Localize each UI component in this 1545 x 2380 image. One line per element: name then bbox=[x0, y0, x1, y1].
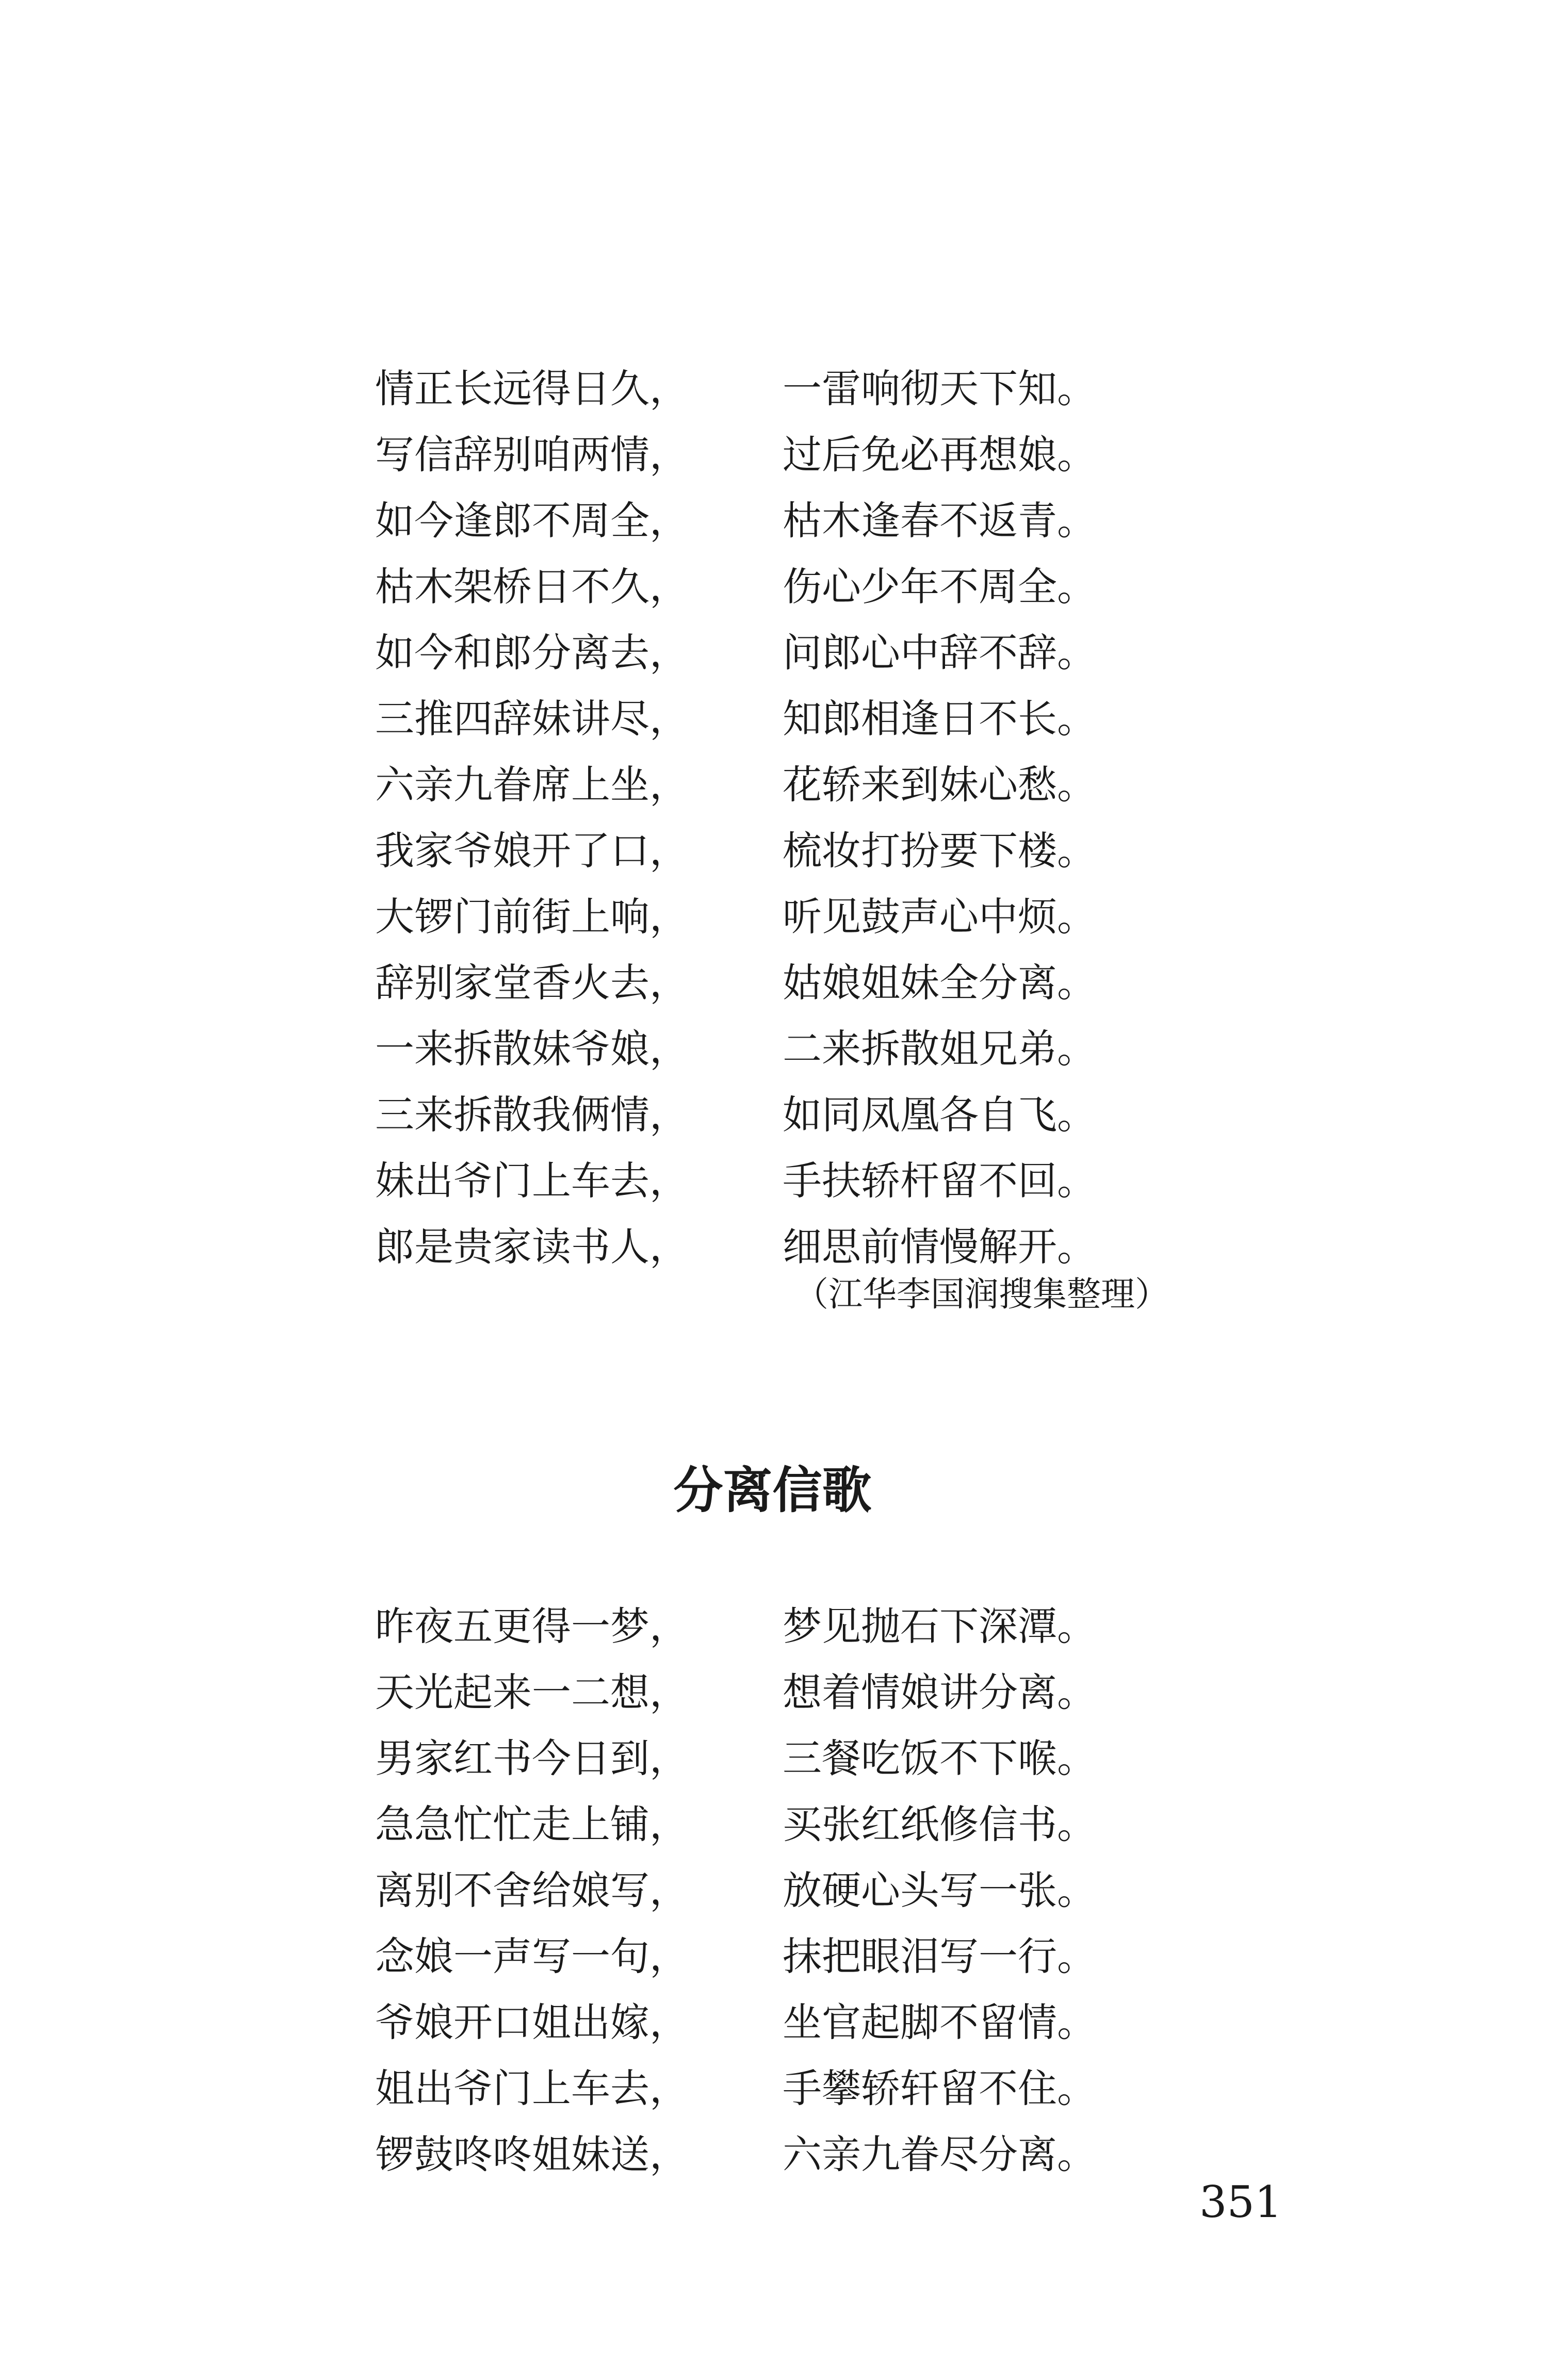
verse-left: 六亲九眷席上坐， bbox=[375, 762, 689, 808]
verse-line bbox=[375, 1924, 1304, 1990]
verse-line bbox=[375, 620, 1304, 686]
verse-left: 爷娘开口姐出嫁， bbox=[375, 1999, 689, 2045]
verse-line bbox=[375, 818, 1304, 884]
verse-line bbox=[375, 488, 1304, 554]
verse-line bbox=[375, 1148, 1304, 1214]
verse-right: 姑娘姐妹全分离。 bbox=[783, 960, 1096, 1006]
verse-left: 三推四辞妹讲尽， bbox=[375, 696, 689, 742]
verse-right: 问郎心中辞不辞。 bbox=[783, 630, 1096, 676]
verse-left: 大锣门前街上响， bbox=[375, 894, 689, 940]
verse-right: 手攀轿轩留不住。 bbox=[783, 2065, 1096, 2111]
verse-right: 梳妆打扮要下楼。 bbox=[783, 828, 1096, 874]
verse-left: 妹出爷门上车去， bbox=[375, 1158, 689, 1204]
verse-right: 细思前情慢解开。 bbox=[783, 1224, 1096, 1270]
verse-right: 梦见抛石下深潭。 bbox=[783, 1603, 1096, 1649]
verse-line bbox=[375, 686, 1304, 752]
verse-left: 一来拆散妹爷娘， bbox=[375, 1026, 689, 1072]
verse-right: 知郎相逢日不长。 bbox=[783, 696, 1096, 742]
verse-right: 六亲九眷尽分离。 bbox=[783, 2131, 1096, 2177]
verse-right: 想着情娘讲分离。 bbox=[783, 1669, 1096, 1715]
page-number: 351 bbox=[1199, 2177, 1282, 2227]
verse-left: 枯木架桥日不久， bbox=[375, 564, 689, 610]
verse-line bbox=[375, 2122, 1304, 2188]
verse-right: 坐官起脚不留情。 bbox=[783, 1999, 1096, 2045]
verse-line bbox=[375, 1660, 1304, 1726]
verse-left: 如今和郎分离去， bbox=[375, 630, 689, 676]
verse-left: 昨夜五更得一梦， bbox=[375, 1603, 689, 1649]
verse-line bbox=[375, 356, 1304, 422]
verse-right: 抹把眼泪写一行。 bbox=[783, 1933, 1096, 1979]
verse-line bbox=[375, 752, 1304, 818]
verse-line bbox=[375, 1726, 1304, 1792]
verse-left: 我家爷娘开了口， bbox=[375, 828, 689, 874]
verse-left: 离别不舍给娘写， bbox=[375, 1867, 689, 1913]
verse-line bbox=[375, 1016, 1304, 1082]
verse-right: 三餐吃饭不下喉。 bbox=[783, 1735, 1096, 1781]
verse-line bbox=[375, 422, 1304, 488]
verse-right: 二来拆散姐兄弟。 bbox=[783, 1026, 1096, 1072]
poem-section-1 bbox=[375, 356, 1304, 1280]
verse-line bbox=[375, 2056, 1304, 2122]
verse-line bbox=[375, 1594, 1304, 1660]
poem-title: 分离信歌 bbox=[673, 1462, 872, 1519]
verse-left: 天光起来一二想， bbox=[375, 1669, 689, 1715]
verse-left: 郎是贵家读书人， bbox=[375, 1224, 689, 1270]
verse-left: 锣鼓咚咚姐妹送， bbox=[375, 2131, 689, 2177]
collector-credit: （江华李国润搜集整理） bbox=[794, 1274, 1169, 1314]
verse-line bbox=[375, 884, 1304, 950]
verse-left: 姐出爷门上车去， bbox=[375, 2065, 689, 2111]
verse-right: 放硬心头写一张。 bbox=[783, 1867, 1096, 1913]
verse-right: 听见鼓声心中烦。 bbox=[783, 894, 1096, 940]
verse-right: 过后免必再想娘。 bbox=[783, 432, 1096, 478]
verse-left: 念娘一声写一句， bbox=[375, 1933, 689, 1979]
verse-left: 如今逢郎不周全， bbox=[375, 498, 689, 544]
verse-right: 如同凤凰各自飞。 bbox=[783, 1092, 1096, 1138]
verse-right: 伤心少年不周全。 bbox=[783, 564, 1096, 610]
verse-line bbox=[375, 554, 1304, 620]
verse-right: 枯木逢春不返青。 bbox=[783, 498, 1096, 544]
verse-left: 写信辞别咱两情， bbox=[375, 432, 689, 478]
verse-left: 情正长远得日久， bbox=[375, 366, 689, 412]
verse-left: 辞别家堂香火去， bbox=[375, 960, 689, 1006]
verse-right: 花轿来到妹心愁。 bbox=[783, 762, 1096, 808]
verse-line bbox=[375, 950, 1304, 1016]
verse-left: 三来拆散我俩情， bbox=[375, 1092, 689, 1138]
verse-left: 男家红书今日到， bbox=[375, 1735, 689, 1781]
verse-line bbox=[375, 1082, 1304, 1148]
poem-section-2 bbox=[375, 1594, 1304, 2188]
verse-line bbox=[375, 1792, 1304, 1858]
verse-line bbox=[375, 1990, 1304, 2056]
verse-right: 一雷响彻天下知。 bbox=[783, 366, 1096, 412]
verse-right: 买张红纸修信书。 bbox=[783, 1801, 1096, 1847]
verse-line bbox=[375, 1858, 1304, 1924]
verse-left: 急急忙忙走上铺， bbox=[375, 1801, 689, 1847]
verse-right: 手扶轿杆留不回。 bbox=[783, 1158, 1096, 1204]
